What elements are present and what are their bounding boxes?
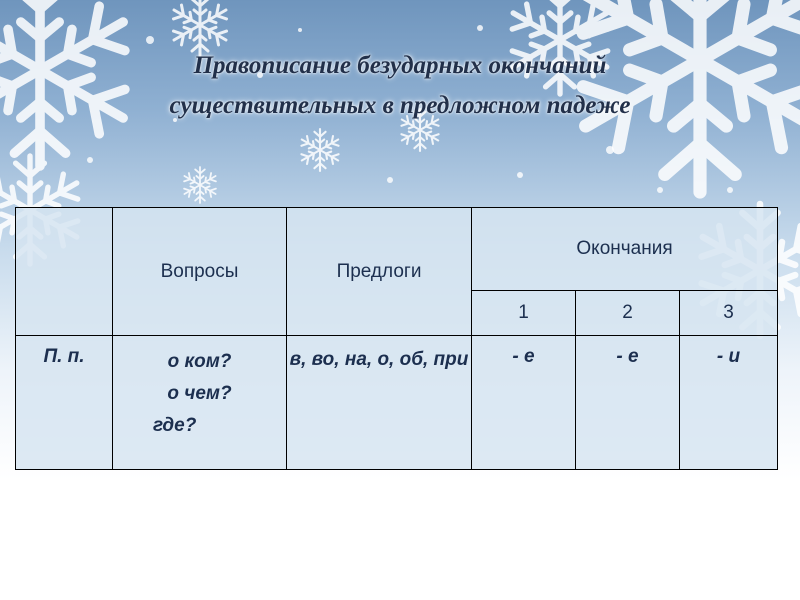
declension-3: 3 [680, 291, 778, 336]
header-prepositions: Предлоги [287, 208, 472, 336]
ending-2: - е [576, 336, 680, 470]
header-endings: Окончания [472, 208, 778, 291]
question-1: о ком? [167, 351, 232, 372]
declension-1: 1 [472, 291, 576, 336]
declension-2: 2 [576, 291, 680, 336]
title-line-2: существительных в предложном падеже [169, 92, 631, 119]
case-cell: П. п. [16, 336, 113, 470]
table-header-row [16, 208, 778, 291]
table-row [16, 336, 778, 470]
endings-table [15, 207, 778, 470]
ending-1: - е [472, 336, 576, 470]
questions-cell [113, 336, 287, 470]
ending-3: - и [680, 336, 778, 470]
question-2: о чем? [167, 383, 232, 404]
page-title [0, 46, 800, 126]
question-3: где? [153, 415, 197, 436]
header-questions: Вопросы [113, 208, 287, 336]
header-empty-cell [16, 208, 113, 336]
title-line-1: Правописание безударных окончаний [193, 52, 607, 79]
prepositions-cell: в, во, на, о, об, при [287, 336, 472, 470]
